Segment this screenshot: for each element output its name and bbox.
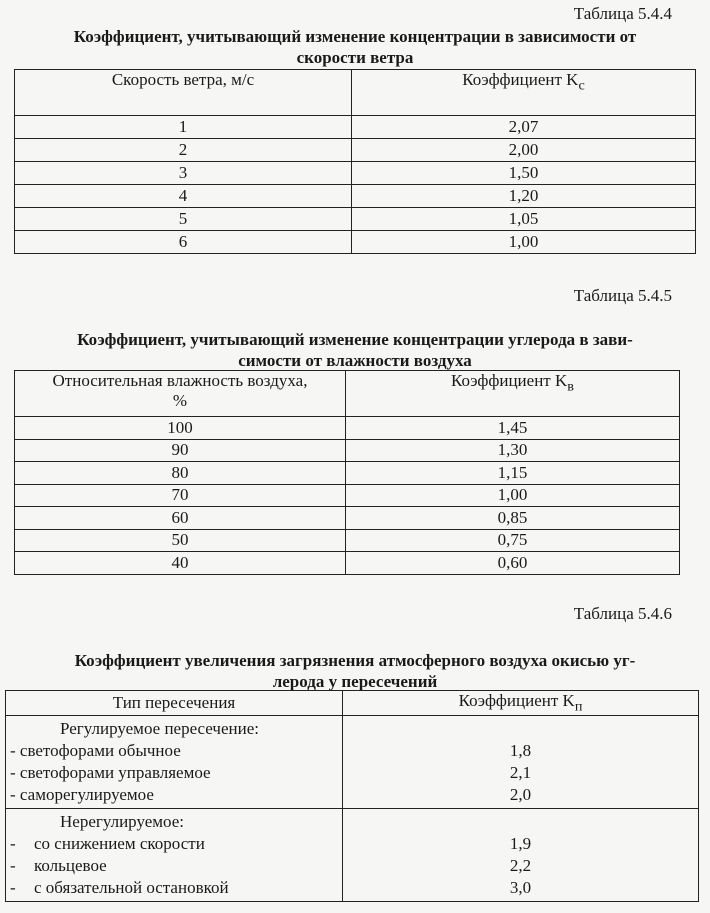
row-key: 40 (15, 552, 346, 575)
title-line: Коэффициент, учитывающий изменение концентрации углерода в зави- (77, 330, 633, 349)
table-row (15, 529, 680, 552)
row-value: 1,45 (346, 417, 680, 440)
row-value: 1,30 (346, 439, 680, 462)
header-line: Относительная влажность воздуха, (52, 371, 308, 390)
table-5-4-6-caption: Таблица 5.4.6 (573, 604, 672, 623)
header-humidity (15, 371, 346, 417)
table-row (15, 417, 680, 440)
unregulated-types (6, 809, 343, 902)
group-heading: Регулируемое пересечение: (60, 719, 259, 739)
header-wind-speed: Скорость ветра, м/с (15, 70, 352, 116)
subscript: п (574, 698, 583, 715)
list-item: - с обязательной остановкой (10, 878, 229, 898)
unregulated-values (343, 809, 699, 902)
value: 2,2 (509, 856, 532, 876)
group-heading: Нерегулируемое: (60, 812, 185, 832)
value: 1,9 (509, 834, 532, 854)
row-key: 90 (15, 439, 346, 462)
table-5-4-6-title (0, 650, 710, 692)
table-row (15, 507, 680, 530)
list-item: - саморегулируемое (10, 785, 154, 805)
row-value: 0,85 (346, 507, 680, 530)
group-regulated (6, 716, 699, 809)
list-item: - кольцевое (10, 856, 107, 876)
table-row (15, 208, 696, 231)
table-row (15, 439, 680, 462)
row-value: 2,00 (352, 139, 696, 162)
row-value: 1,20 (352, 185, 696, 208)
row-key: 6 (15, 231, 352, 254)
table-row (15, 116, 696, 139)
subscript: c (578, 77, 585, 94)
table-5-4-4 (14, 69, 696, 254)
value: 2,1 (509, 763, 532, 783)
row-value: 1,50 (352, 162, 696, 185)
header-label: Коэффициент K (451, 371, 568, 390)
list-item: - светофорами управляемое (10, 763, 211, 783)
header-coefficient-kc (352, 70, 696, 116)
row-key: 3 (15, 162, 352, 185)
header-label: Коэффициент K (462, 70, 579, 89)
row-key: 80 (15, 462, 346, 485)
table-5-4-6 (5, 690, 699, 902)
table-row (15, 162, 696, 185)
row-value: 1,15 (346, 462, 680, 485)
row-key: 100 (15, 417, 346, 440)
row-value: 1,05 (352, 208, 696, 231)
row-key: 1 (15, 116, 352, 139)
header-coefficient-kp (343, 691, 699, 716)
title-line: скорости ветра (296, 48, 414, 67)
header-label: Коэффициент K (458, 691, 575, 710)
subscript: в (567, 378, 574, 395)
table-row (15, 552, 680, 575)
row-key: 4 (15, 185, 352, 208)
table-row (15, 231, 696, 254)
row-key: 50 (15, 529, 346, 552)
row-value: 2,07 (352, 116, 696, 139)
row-key: 5 (15, 208, 352, 231)
title-line: симости от влажности воздуха (238, 351, 472, 370)
row-value: 1,00 (346, 484, 680, 507)
title-line: Коэффициент, учитывающий изменение концентрации в зависимости от (73, 27, 637, 46)
table-5-4-5-title (0, 329, 710, 371)
header-line: % (172, 391, 188, 410)
value: 2,0 (509, 785, 532, 805)
row-key: 2 (15, 139, 352, 162)
list-item: - светофорами обычное (10, 741, 181, 761)
table-row (15, 484, 680, 507)
row-key: 70 (15, 484, 346, 507)
table-row (15, 462, 680, 485)
table-5-4-4-title (0, 26, 710, 68)
regulated-values (343, 716, 699, 809)
row-value: 0,75 (346, 529, 680, 552)
table-5-4-4-caption: Таблица 5.4.4 (573, 4, 672, 23)
group-unregulated (6, 809, 699, 902)
value: 1,8 (509, 741, 532, 761)
header-intersection-type: Тип пересечения (6, 691, 343, 716)
row-value: 0,60 (346, 552, 680, 575)
table-row (15, 185, 696, 208)
row-key: 60 (15, 507, 346, 530)
header-coefficient-kv (346, 371, 680, 417)
table-5-4-5-caption: Таблица 5.4.5 (573, 286, 672, 305)
value: 3,0 (509, 878, 532, 898)
title-line: Коэффициент увеличения загрязнения атмосферного воздуха окисью уг- (74, 651, 636, 670)
table-5-4-5 (14, 370, 680, 575)
row-value: 1,00 (352, 231, 696, 254)
list-item: - со снижением скорости (10, 834, 205, 854)
title-line: лерода у пересечений (272, 672, 438, 691)
table-row (15, 139, 696, 162)
regulated-types (6, 716, 343, 809)
